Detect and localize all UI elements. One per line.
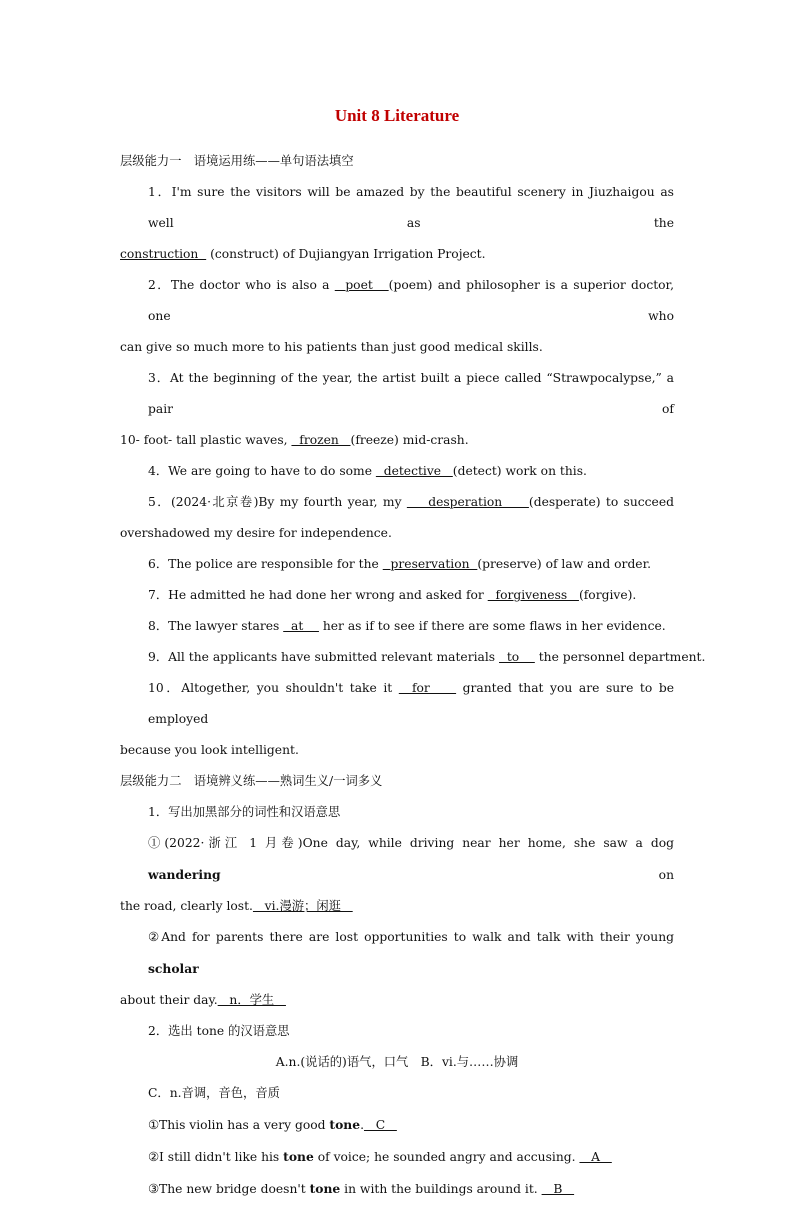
section-heading-2: 层级能力二 语境辨义练——熟词生义/一词多义: [120, 774, 383, 788]
part-2-label: 2．选出 tone 的汉语意思: [148, 1024, 290, 1038]
answer-blank[interactable]: poet: [334, 278, 389, 292]
question-1-line-1: 1．I'm sure the visitors will be amazed by the beautiful scenery in Jiuzhaigou as well as the: [148, 185, 674, 230]
question-7: 7．He admitted he had done her wrong and asked for forgiveness (forgive).: [148, 588, 637, 602]
answer-blank[interactable]: preservation: [382, 557, 478, 571]
page-title: Unit 8 Literature: [334, 106, 460, 125]
part-1-b-line-1: ②And for parents there are lost opportunities to walk and talk with their young scholar: [148, 930, 674, 976]
answer-blank[interactable]: frozen: [291, 433, 351, 447]
question-6: 6．The police are responsible for the preservation (preserve) of law and order.: [148, 557, 652, 571]
question-2-line-1: 2．The doctor who is also a poet (poem) and philosopher is a superior doctor, one who: [148, 278, 674, 323]
answer-blank[interactable]: to: [499, 650, 535, 664]
answer-blank[interactable]: construction: [120, 247, 207, 261]
question-2-line-2: can give so much more to his patients than just good medical skills.: [120, 340, 543, 354]
question-1-line-2: construction (construct) of Dujiangyan Irrigation Project.: [120, 247, 486, 261]
option-a-b: A.n.(说话的)语气，口气 B．vi.与……协调: [275, 1055, 519, 1069]
question-8: 8．The lawyer stares at her as if to see if there are some flaws in her evidence.: [148, 619, 666, 633]
part-1-b-line-2: about their day. n．学生: [120, 993, 286, 1007]
answer-blank[interactable]: desperation: [406, 495, 529, 509]
part-1-a-line-1: ①(2022·浙江 1 月卷)One day, while driving near her home, she saw a dog wandering on: [148, 836, 674, 882]
part-1-a-line-2: the road, clearly lost. vi.漫游；闲逛: [120, 899, 353, 913]
answer-blank[interactable]: A: [579, 1150, 612, 1164]
option-c: C．n.音调，音色，音质: [148, 1086, 280, 1100]
question-10-line-1: 10．Altogether, you shouldn't take it for granted that you are sure to be employed: [148, 681, 674, 726]
question-3-line-1: 3．At the beginning of the year, the artist built a piece called “Strawpocalypse,” a pair of: [148, 371, 674, 416]
answer-blank[interactable]: for: [398, 681, 457, 695]
tone-sentence-2: ②I still didn't like his tone of voice; he sounded angry and accusing. A: [148, 1149, 612, 1164]
question-4: 4．We are going to have to do some detective (detect) work on this.: [148, 464, 587, 478]
answer-blank[interactable]: B: [541, 1182, 575, 1196]
question-5-line-2: overshadowed my desire for independence.: [120, 526, 392, 540]
question-10-line-2: because you look intelligent.: [120, 743, 299, 757]
answer-blank[interactable]: at: [283, 619, 319, 633]
worksheet-content: [120, 146, 706, 1205]
tone-sentence-1: ①This violin has a very good tone. C: [148, 1117, 397, 1132]
answer-blank[interactable]: forgiveness: [487, 588, 579, 602]
answer-blank[interactable]: vi.漫游；闲逛: [252, 899, 353, 913]
question-9: 9．All the applicants have submitted relevant materials to the personnel department.: [148, 650, 706, 664]
tone-sentence-3: ③The new bridge doesn't tone in with the buildings around it. B: [148, 1181, 575, 1196]
section-heading-1: 层级能力一 语境运用练——单句语法填空: [120, 154, 354, 168]
question-5-line-1: 5．(2024·北京卷)By my fourth year, my desperation (desperate) to succeed: [148, 495, 674, 509]
answer-blank[interactable]: n．学生: [217, 993, 286, 1007]
part-1-label: 1．写出加黑部分的词性和汉语意思: [148, 805, 341, 819]
answer-blank[interactable]: C: [363, 1118, 397, 1132]
answer-blank[interactable]: detective: [375, 464, 453, 478]
question-3-line-2: 10- foot- tall plastic waves, frozen (freeze) mid-crash.: [120, 433, 469, 447]
